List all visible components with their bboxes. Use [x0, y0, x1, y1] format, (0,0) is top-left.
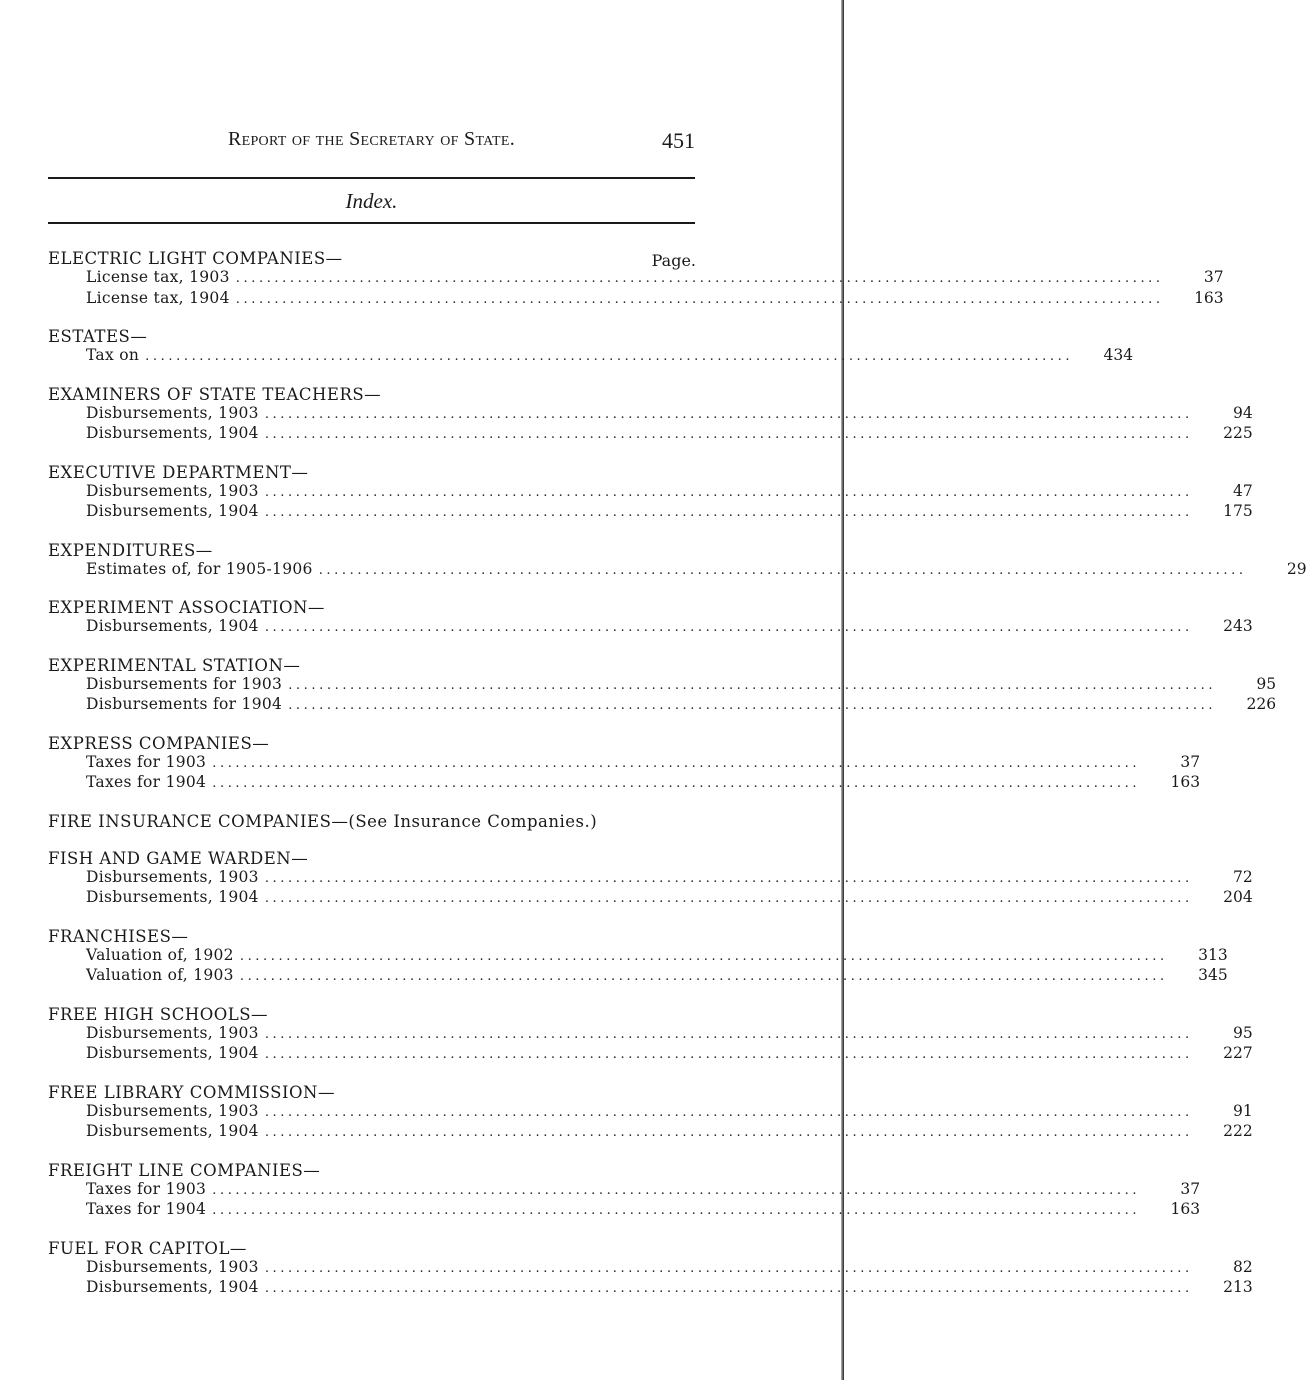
- dot-leader: ........................................................................................................................: [264, 1047, 1193, 1062]
- entry-item-text: Disbursements, 1903: [86, 403, 259, 422]
- entry-spacer: [48, 523, 696, 541]
- entry-spacer: [48, 309, 696, 327]
- entry-item-text: Disbursements, 1904: [86, 617, 259, 635]
- entry-page-number: 47: [1232, 481, 1253, 500]
- entry-page-number: 29: [1286, 559, 1307, 578]
- entry-heading: FREE HIGH SCHOOLS—: [48, 1004, 269, 1024]
- entry-page-number: 163: [1170, 773, 1201, 791]
- bottom-rule: [48, 222, 695, 224]
- entry-item-text: Tax on: [86, 346, 140, 364]
- entry-item: [48, 617, 1253, 638]
- page-number: 451: [662, 128, 695, 153]
- entry-spacer: [48, 445, 696, 463]
- dot-leader: ........................................................................................................................: [212, 776, 1141, 791]
- entry-heading: EXAMINERS OF STATE TEACHERS—: [48, 384, 382, 404]
- dot-leader: ........................................................................................................................: [212, 1203, 1141, 1218]
- dot-leader: ........................................................................................................................: [264, 1260, 1193, 1276]
- index-entry-group: [48, 462, 1253, 523]
- index-entry-group: [48, 655, 1277, 716]
- dot-leader: ........................................................................................................................: [239, 969, 1168, 984]
- entry-item-text: Disbursements for 1903: [86, 674, 283, 693]
- entry-page-number: 82: [1232, 1257, 1253, 1276]
- dot-leader: ........................................................................................................................: [239, 948, 1168, 964]
- entry-heading: FISH AND GAME WARDEN—: [48, 848, 309, 868]
- index-entry-group: [48, 598, 1253, 638]
- entry-page-number: 313: [1198, 945, 1228, 964]
- index-entry-group: [48, 1082, 1253, 1143]
- entry-item: [48, 502, 1253, 523]
- entry-item-text: Disbursements, 1904: [86, 1044, 259, 1062]
- entry-page-number: 213: [1223, 1278, 1253, 1296]
- dot-leader: ........................................................................................................................: [264, 484, 1193, 500]
- index-entries: [48, 249, 1307, 1299]
- entry-page-number: 225: [1223, 424, 1253, 442]
- index-entry-group: [48, 249, 1224, 309]
- dot-leader: ........................................................................................................................: [264, 505, 1193, 520]
- entry-item-text: Taxes for 1903: [86, 1179, 207, 1198]
- entry-item-text: Disbursements, 1904: [86, 502, 259, 520]
- entry-spacer: [48, 638, 696, 656]
- index-entry-group: [48, 848, 1253, 909]
- entry-page-number: 345: [1198, 966, 1228, 984]
- entry-page-number: 95: [1232, 1023, 1253, 1042]
- entry-item: [48, 1200, 1201, 1221]
- entry-page-number: 95: [1256, 674, 1277, 693]
- entry-item: [48, 1101, 1253, 1123]
- entry-page-number: 434: [1103, 346, 1134, 364]
- entry-heading: EXPERIMENTAL STATION—: [48, 655, 301, 675]
- entry-heading: ELECTRIC LIGHT COMPANIES—: [48, 249, 343, 268]
- entry-item: [48, 867, 1253, 889]
- entry-page-number: 37: [1180, 1179, 1201, 1198]
- entry-item: [48, 945, 1228, 967]
- dot-leader: ........................................................................................................................: [264, 620, 1193, 635]
- dot-leader: ........................................................................................................................: [264, 427, 1193, 442]
- entry-page-number: 163: [1194, 288, 1224, 307]
- entry-heading: FIRE INSURANCE COMPANIES—(See Insurance Companies.): [48, 811, 598, 831]
- dot-leader: ........................................................................................................................: [264, 870, 1193, 886]
- entry-item-text: Disbursements, 1903: [86, 867, 259, 886]
- top-rule: [48, 177, 695, 179]
- index-entry-group: [48, 384, 1253, 445]
- index-entry-group: [48, 327, 1134, 367]
- entry-page-number: 91: [1232, 1101, 1253, 1120]
- entry-item-text: Taxes for 1903: [86, 752, 207, 771]
- entry-page-number: 37: [1180, 752, 1201, 771]
- entry-heading: EXECUTIVE DEPARTMENT—: [48, 462, 309, 482]
- dot-leader: ........................................................................................................................: [288, 677, 1217, 693]
- entry-spacer: [48, 794, 696, 812]
- entry-item: [48, 888, 1253, 909]
- dot-leader: ........................................................................................................................: [212, 1182, 1141, 1198]
- entry-heading: FREE LIBRARY COMMISSION—: [48, 1082, 335, 1102]
- index-entry-group: [48, 1004, 1253, 1065]
- entry-item-text: Valuation of, 1903: [86, 966, 234, 984]
- dot-leader: ........................................................................................................................: [318, 562, 1247, 578]
- dot-leader: ........................................................................................................................: [264, 891, 1193, 906]
- entry-page-number: 37: [1203, 268, 1224, 286]
- entry-item: [48, 1278, 1253, 1299]
- entry-item-text: Taxes for 1904: [86, 773, 207, 791]
- entry-spacer: [48, 909, 696, 927]
- entry-spacer: [48, 1143, 696, 1161]
- entry-item: [48, 1044, 1253, 1065]
- entry-heading: FUEL FOR CAPITOL—: [48, 1238, 247, 1258]
- dot-leader: ........................................................................................................................: [288, 698, 1217, 713]
- entry-page-number: 94: [1232, 403, 1253, 422]
- entry-heading: ESTATES—: [48, 327, 148, 346]
- dot-leader: ........................................................................................................................: [264, 1104, 1193, 1120]
- dot-leader: ........................................................................................................................: [235, 271, 1164, 286]
- entry-item: [48, 559, 1307, 581]
- dot-leader: ........................................................................................................................: [145, 349, 1074, 364]
- entry-item-text: Disbursements, 1903: [86, 1023, 259, 1042]
- entry-item: [48, 288, 1224, 310]
- entry-spacer: [48, 831, 696, 849]
- entry-item-text: Disbursements, 1903: [86, 1257, 259, 1276]
- entry-spacer: [48, 1065, 696, 1083]
- entry-spacer: [48, 580, 696, 598]
- dot-leader: ........................................................................................................................: [264, 1026, 1193, 1042]
- entry-item-text: Taxes for 1904: [86, 1200, 207, 1218]
- entry-heading: EXPENDITURES—: [48, 540, 213, 560]
- entry-item: [48, 346, 1134, 367]
- entry-item: [48, 424, 1253, 445]
- index-entry-group: [48, 1238, 1253, 1299]
- dot-leader: ........................................................................................................................: [264, 1281, 1193, 1296]
- entry-item: [48, 481, 1253, 503]
- entry-spacer: [48, 987, 696, 1005]
- dot-leader: ........................................................................................................................: [235, 291, 1164, 307]
- entry-item: [48, 674, 1277, 696]
- index-entry-group: [48, 812, 696, 831]
- entry-page-number: 222: [1223, 1122, 1253, 1140]
- entry-item: [48, 752, 1201, 774]
- entry-item: [48, 1179, 1201, 1201]
- entry-item-text: Estimates of, for 1905-1906: [86, 559, 313, 578]
- entry-spacer: [48, 1221, 696, 1239]
- entry-page-number: 204: [1223, 888, 1253, 906]
- entry-item: [48, 1023, 1253, 1045]
- index-entry-group: [48, 926, 1228, 987]
- entry-heading: FRANCHISES—: [48, 926, 189, 946]
- entry-item: [48, 1257, 1253, 1279]
- entry-item-text: Disbursements, 1904: [86, 1278, 259, 1296]
- entry-page-number: 227: [1223, 1044, 1253, 1062]
- entry-heading: EXPRESS COMPANIES—: [48, 733, 270, 753]
- index-entry-group: [48, 540, 1307, 581]
- dot-leader: ........................................................................................................................: [212, 755, 1141, 771]
- entry-item-text: License tax, 1903: [86, 268, 230, 286]
- entry-item: [48, 1122, 1253, 1143]
- index-entry-group: [48, 733, 1201, 794]
- entry-heading: FREIGHT LINE COMPANIES—: [48, 1160, 321, 1180]
- page-column-label: Page.: [651, 251, 696, 270]
- entry-item-text: License tax, 1904: [86, 288, 230, 307]
- dot-leader: ........................................................................................................................: [264, 1125, 1193, 1140]
- entry-item: [48, 773, 1201, 794]
- entry-item: [48, 966, 1228, 987]
- entry-item-text: Disbursements, 1904: [86, 424, 259, 442]
- entry-spacer: [48, 367, 696, 385]
- dot-leader: ........................................................................................................................: [264, 406, 1193, 422]
- entry-item-text: Disbursements, 1904: [86, 888, 259, 906]
- entry-item: [48, 403, 1253, 425]
- entry-page-number: 226: [1246, 695, 1277, 713]
- entry-page-number: 175: [1223, 502, 1253, 520]
- entry-page-number: 72: [1232, 867, 1253, 886]
- entry-item: [48, 268, 1224, 289]
- entry-item: [48, 695, 1277, 716]
- entry-heading: EXPERIMENT ASSOCIATION—: [48, 598, 325, 617]
- entry-page-number: 243: [1223, 617, 1253, 635]
- entry-item-text: Disbursements for 1904: [86, 695, 283, 713]
- running-title: Report of the Secretary of State.: [227, 128, 516, 150]
- entry-page-number: 163: [1170, 1200, 1201, 1218]
- entry-item-text: Disbursements, 1903: [86, 481, 259, 500]
- entry-spacer: [48, 716, 696, 734]
- index-entry-group: [48, 1160, 1201, 1221]
- entry-item-text: Disbursements, 1904: [86, 1122, 259, 1140]
- page-header: [48, 128, 695, 158]
- entry-item-text: Valuation of, 1902: [86, 945, 234, 964]
- section-title: Index.: [345, 189, 398, 213]
- entry-item-text: Disbursements, 1903: [86, 1101, 259, 1120]
